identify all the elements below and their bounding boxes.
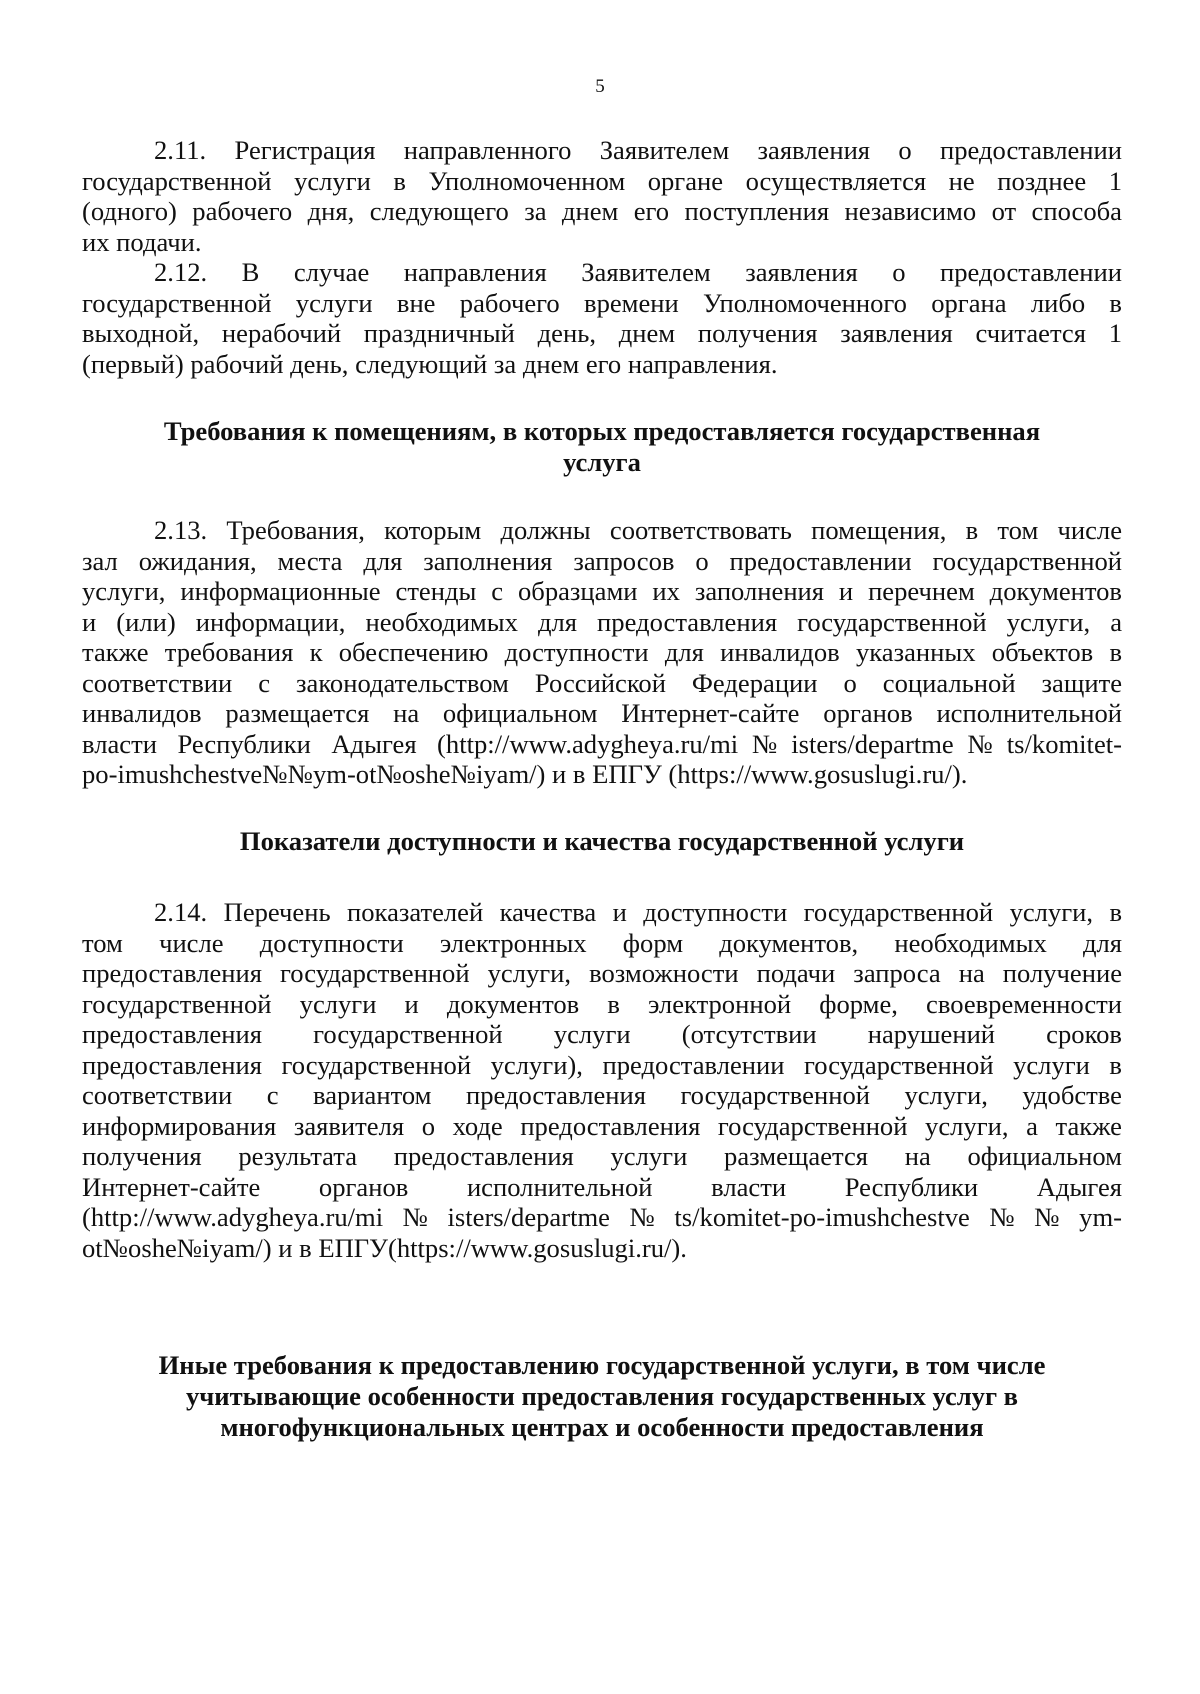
text-line: соответствии с законодательством Российской Федерации о социальной защите (82, 667, 1122, 698)
text-line: соответствии с вариантом предоставления государственной услуги, удобстве (82, 1080, 1122, 1110)
text-line: (первый) рабочий день, следующий за днем его направления. (82, 348, 778, 379)
text-line: Интернет-сайте органов исполнительной власти Республики Адыгея (82, 1171, 1122, 1202)
text-line: po-imushchestve№№ym-ot№oshe№iyam/) и в ЕПГУ (https://www.gosuslugi.ru/). (82, 759, 968, 789)
page-number: 5 (595, 76, 605, 97)
text-line: (http://www.adygheya.ru/mi№isters/departme№ts/komitet-po-imushchestve№№ym- (82, 1202, 1122, 1232)
text-line: 2.13. Требования, которым должны соответствовать помещения, в том числе (154, 515, 1122, 545)
paragraph-2-14 (82, 897, 1122, 1263)
paragraph-2-11 (82, 135, 1122, 257)
text-line: (одного) рабочего дня, следующего за днем его поступления независимо от способа (82, 196, 1122, 226)
section-heading-premises (82, 416, 1122, 478)
text-line: получения результата предоставления услуги размещается на официальном (82, 1141, 1122, 1171)
heading-line: Требования к помещениям, в которых предоставляется государственная (163, 416, 1041, 446)
text-line: государственной услуги вне рабочего времени Уполномоченного органа либо в (82, 287, 1122, 318)
text-line: ot№oshe№iyam/) и в ЕПГУ(https://www.gosuslugi.ru/). (82, 1232, 687, 1263)
heading-line: Иные требования к предоставлению государственной услуги, в том числе (158, 1350, 1046, 1380)
paragraph-2-13 (82, 515, 1122, 790)
text-line: предоставления государственной услуги, возможности подачи запроса на получение (82, 958, 1122, 988)
heading-line: многофункциональных центрах и особенности предоставления (220, 1412, 984, 1442)
text-line: также требования к обеспечению доступности для инвалидов указанных объектов в (82, 637, 1122, 667)
text-line: их подачи. (82, 226, 202, 257)
text-line: информирования заявителя о ходе предоставления государственной услуги, а также (82, 1110, 1122, 1141)
heading-line: учитывающие особенности предоставления государственных услуг в (185, 1381, 1019, 1411)
text-line: власти Республики Адыгея (http://www.adygheya.ru/mi№isters/departme№ts/komitet- (82, 728, 1122, 759)
text-line: зал ожидания, места для заполнения запросов о предоставлении государственной (82, 545, 1122, 576)
section-heading-other-requirements (82, 1350, 1122, 1443)
heading-line: Показатели доступности и качества государственной услуги (239, 826, 965, 856)
text-line: государственной услуги в Уполномоченном органе осуществляется не позднее 1 (82, 165, 1122, 196)
paragraph-2-12 (82, 257, 1122, 379)
text-line: предоставления государственной услуги), предоставлении государственной услуги в (82, 1049, 1122, 1080)
text-line: 2.12. В случае направления Заявителем заявления о предоставлении (154, 257, 1122, 287)
text-line: предоставления государственной услуги (отсутствии нарушений сроков (82, 1019, 1122, 1049)
text-line: 2.11. Регистрация направленного Заявителем заявления о предоставлении (154, 135, 1122, 165)
heading-line: услуга (563, 447, 641, 477)
text-line: выходной, нерабочий праздничный день, днем получения заявления считается 1 (82, 318, 1122, 348)
text-line: услуги, информационные стенды с образцами их заполнения и перечнем документов (82, 576, 1122, 606)
text-line: том числе доступности электронных форм документов, необходимых для (82, 927, 1122, 958)
section-heading-indicators (82, 826, 1122, 857)
text-line: и (или) информации, необходимых для предоставления государственной услуги, а (82, 606, 1122, 637)
text-line: государственной услуги и документов в электронной форме, своевременности (82, 988, 1122, 1019)
text-line: 2.14. Перечень показателей качества и доступности государственной услуги, в (154, 897, 1122, 927)
text-line: инвалидов размещается на официальном Интернет-сайте органов исполнительной (82, 698, 1122, 728)
